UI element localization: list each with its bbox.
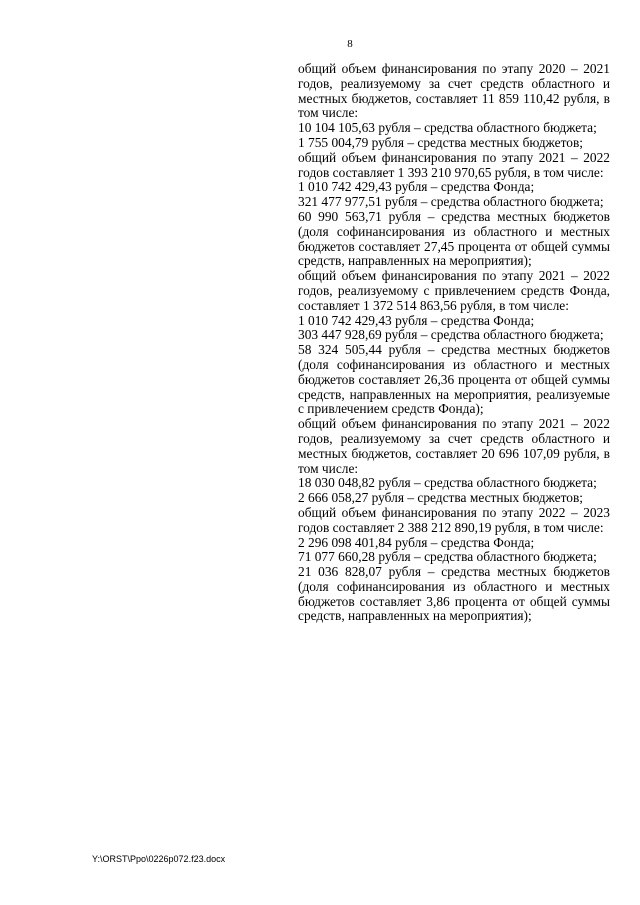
page-number: 8 [347, 38, 353, 50]
paragraph: 71 077 660,28 рубля – средства областного бюджета; [298, 549, 597, 565]
paragraph: общий объем финансирования по этапу 2021 – 2022 годов, реализуемому с привлечением средств Фонда, составляет 1 372 514 863,56 рубля, в том числе: [298, 268, 610, 313]
paragraph: 1 010 742 429,43 рубля – средства Фонда; [298, 179, 535, 195]
paragraph: 2 666 058,27 рубля – средства местных бюджетов; [298, 490, 583, 506]
paragraph: 58 324 505,44 рубля – средства местных бюджетов (доля софинансирования из областного и местных бюджетов составляет 26,36 процента от общей суммы средств, направленных на мероприятия, реализуемые с привлечением средств Фонда); [298, 342, 610, 417]
paragraph: 303 447 928,69 рубля – средства областного бюджета; [298, 327, 604, 343]
paragraph: общий объем финансирования по этапу 2020 – 2021 годов, реализуемому за счет средств областного и местных бюджетов, составляет 11 859 110,42 рубля, в том числе: [298, 61, 610, 121]
paragraph: 1 755 004,79 рубля – средства местных бюджетов; [298, 134, 583, 150]
paragraph: 10 104 105,63 рубля – средства областного бюджета; [298, 120, 597, 136]
paragraph: 60 990 563,71 рубля – средства местных бюджетов (доля софинансирования из областного и местных бюджетов составляет 27,45 процента от общей суммы средств, направленных на мероприятия); [298, 208, 610, 269]
document-body [298, 62, 610, 624]
paragraph: общий объем финансирования по этапу 2021 – 2022 годов, реализуемому за счет средств областного и местных бюджетов, составляет 20 696 107,09 рубля, в том числе: [298, 416, 610, 476]
paragraph: общий объем финансирования по этапу 2021 – 2022 годов составляет 1 393 210 970,65 рубля, в том числе: [298, 149, 610, 180]
paragraph: 2 296 098 401,84 рубля – средства Фонда; [298, 534, 535, 550]
paragraph: 21 036 828,07 рубля – средства местных бюджетов (доля софинансирования из областного и местных бюджетов составляет 3,86 процента от общей суммы средств, направленных на мероприятия); [298, 564, 610, 624]
paragraph: 18 030 048,82 рубля – средства областного бюджета; [298, 475, 597, 491]
paragraph: общий объем финансирования по этапу 2022 – 2023 годов составляет 2 388 212 890,19 рубля, в том числе: [298, 504, 610, 535]
footer-file-path: Y:\ORST\Ppo\0226p072.f23.docx [92, 854, 226, 864]
paragraph: 1 010 742 429,43 рубля – средства Фонда; [298, 312, 535, 328]
paragraph: 321 477 977,51 рубля – средства областного бюджета; [298, 194, 604, 210]
